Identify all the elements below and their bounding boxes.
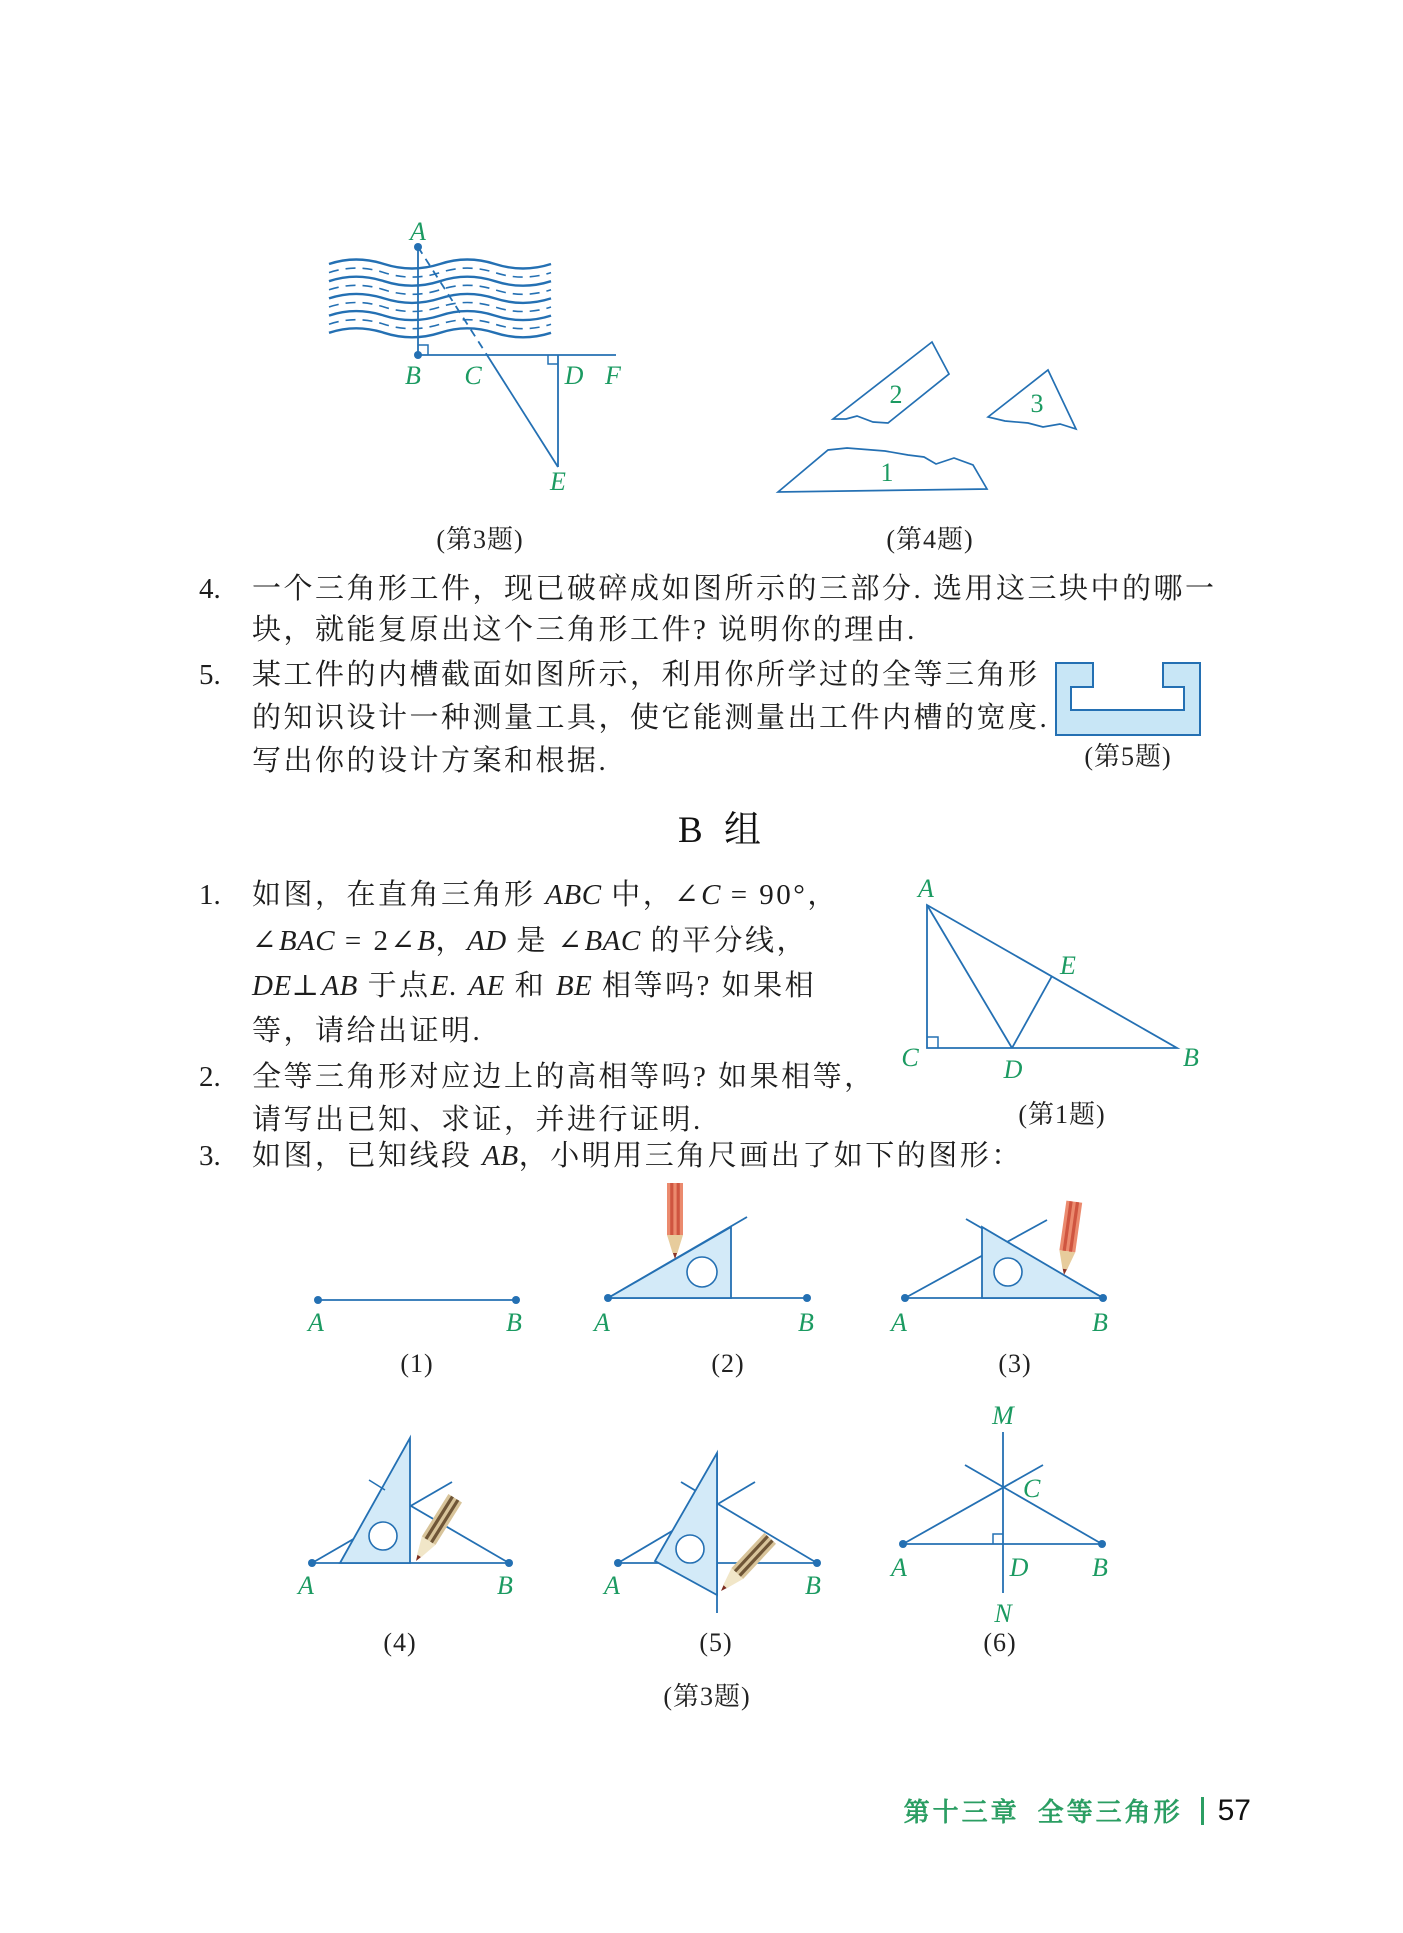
construction-fig-4 [296,1438,513,1600]
b1-line2: ∠BAC = 2∠B，AD 是 ∠BAC 的平分线， [252,925,809,957]
label-B: B [1183,1043,1199,1072]
section-b-title: B 组 [678,810,767,851]
label-A: A [918,874,934,903]
caption-a5: (第5题) [1084,742,1172,771]
item4-number: 4. [199,573,221,605]
b2-number: 2. [199,1061,221,1093]
caption-sub1: (1) [400,1349,434,1378]
label-C: C [464,361,482,390]
label-piece-3: 3 [1030,389,1044,418]
caption-a3: (第3题) [436,525,524,554]
label-A: A [298,1571,314,1600]
label-B: B [1092,1553,1108,1582]
label-C: C [1023,1474,1041,1503]
caption-sub5: (5) [699,1628,733,1657]
caption-b1: (第1题) [1018,1100,1106,1129]
label-N: N [994,1599,1012,1628]
right-angle-mark-D [993,1534,1003,1544]
label-F: F [605,361,621,390]
item5-line2: 的知识设计一种测量工具，使它能测量出工件内槽的宽度. [252,702,1050,734]
b2-line2: 请写出已知、求证，并进行证明. [252,1104,703,1136]
label-A: A [308,1308,324,1337]
caption-b3: (第3题) [663,1682,751,1711]
label-E: E [550,467,566,496]
tick-mark [369,1480,385,1490]
label-M: M [992,1401,1014,1430]
construction-fig-5 [602,1453,821,1613]
label-C: C [901,1043,919,1072]
footer-page-number: 57 [1217,1793,1251,1827]
river-survey-figure [295,210,640,500]
pencil-icon [721,1533,776,1591]
footer-book-title: 全等三角形 [1037,1797,1183,1827]
groove-cross-section [1056,663,1200,735]
label-B: B [405,361,421,390]
label-E: E [1060,951,1076,980]
right-triangle-figure [895,874,1210,1084]
construction-figures [260,1180,1150,1630]
label-D: D [564,361,584,390]
footer-chapter: 第十三章 [903,1797,1020,1827]
b1-line3: DE⊥AB 于点E. AE 和 BE 相等吗? 如果相 [252,970,817,1002]
construction-fig-1 [306,1296,522,1337]
right-angle-mark-D [548,355,558,364]
label-A: A [604,1571,620,1600]
b1-line4: 等，请给出证明. [252,1015,483,1047]
label-A: A [594,1308,610,1337]
pencil-icon [416,1494,462,1561]
label-B: B [1092,1308,1108,1337]
label-A: A [410,217,426,246]
set-square [655,1453,717,1595]
construction-fig-3 [889,1201,1108,1337]
label-B: B [798,1308,814,1337]
item4-line2: 块，就能复原出这个三角形工件? 说明你的理由. [252,614,917,646]
pencil-icon [1059,1201,1082,1275]
line-CE [487,355,558,467]
label-D: D [1003,1055,1023,1084]
b3-line1: 如图，已知线段 AB，小明用三角尺画出了如下的图形： [252,1140,1023,1172]
b1-number: 1. [199,879,221,911]
caption-sub4: (4) [383,1628,417,1657]
groove-figure [1046,653,1211,745]
line-AD [927,905,1012,1048]
b2-line1: 全等三角形对应边上的高相等吗? 如果相等， [252,1061,876,1093]
caption-sub6: (6) [983,1628,1017,1657]
b1-line1: 如图，在直角三角形 ABC 中，∠C = 90°， [252,879,839,911]
caption-a4: (第4题) [886,525,974,554]
caption-sub2: (2) [711,1349,745,1378]
label-B: B [497,1571,513,1600]
label-B: B [506,1308,522,1337]
item5-line3: 写出你的设计方案和根据. [252,745,609,777]
construction-fig-6 [889,1401,1108,1628]
line-DE [1012,976,1052,1048]
point-B [414,351,422,359]
pencil-icon [667,1183,683,1259]
b3-number: 3. [199,1140,221,1172]
page-footer [904,1792,1251,1829]
label-A: A [891,1308,907,1337]
item4-line1: 一个三角形工件，现已破碎成如图所示的三部分. 选用这三块中的哪一 [252,573,1217,605]
caption-sub3: (3) [998,1349,1032,1378]
label-B: B [805,1571,821,1600]
right-angle-mark-C [927,1037,938,1048]
item5-line1: 某工件的内槽截面如图所示，利用你所学过的全等三角形 [252,659,1040,691]
footer-divider [1201,1797,1204,1825]
label-A: A [891,1553,907,1582]
label-piece-2: 2 [889,380,903,409]
construction-fig-2 [592,1183,814,1337]
label-D: D [1009,1553,1029,1582]
item5-number: 5. [199,659,221,691]
label-piece-1: 1 [880,458,894,487]
river-waves [329,260,551,338]
broken-pieces-figure [770,330,1100,510]
